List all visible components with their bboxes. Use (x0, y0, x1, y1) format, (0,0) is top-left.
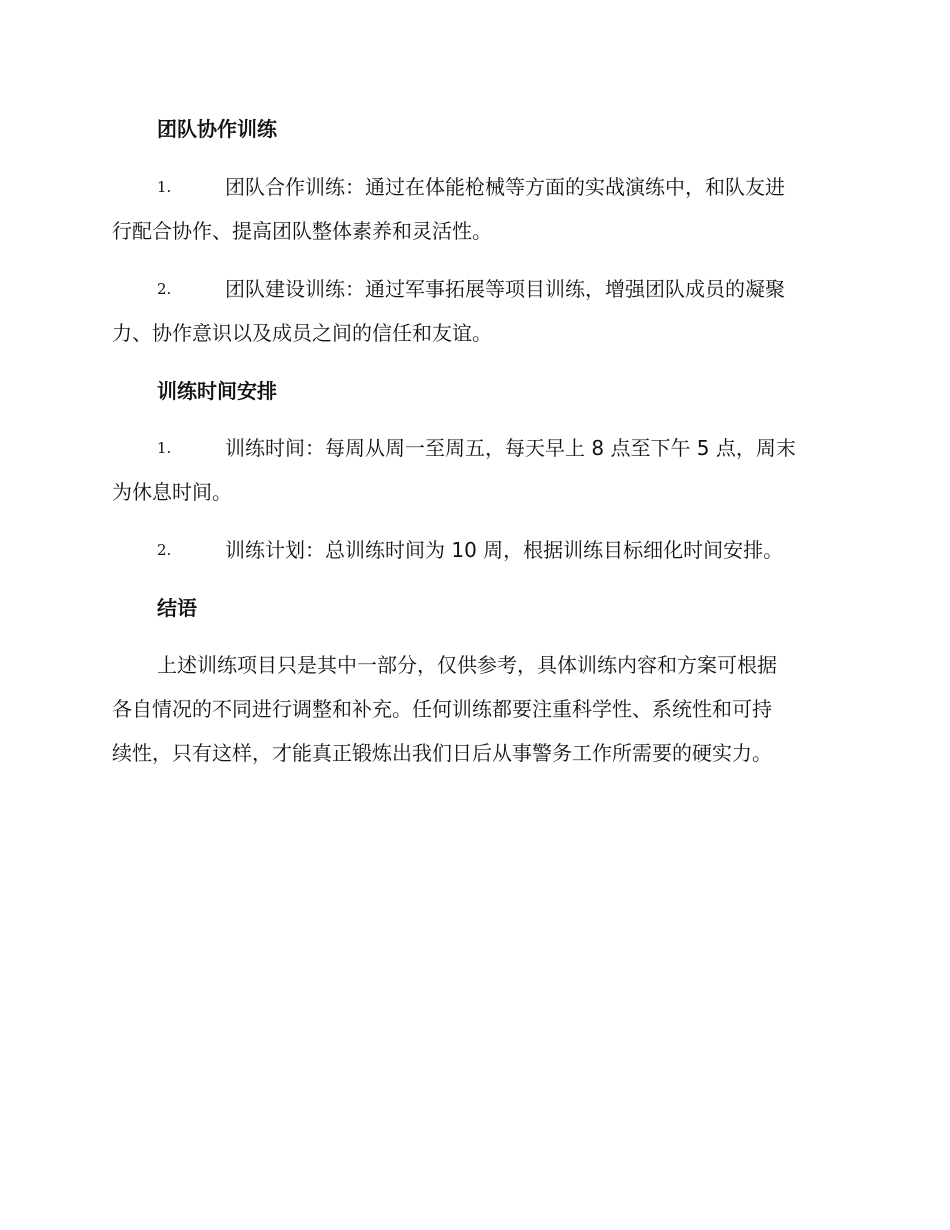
list-item-text-line: 为休息时间。 (112, 480, 232, 504)
paragraph-line: 续性，只有这样，才能真正锻炼出我们日后从事警务工作所需要的硬实力。 (112, 741, 772, 765)
paragraph-line: 各自情况的不同进行调整和补充。任何训练都要注重科学性、系统性和可持 (112, 697, 772, 721)
list-item-number: 2. (157, 541, 172, 559)
list-item (112, 267, 832, 355)
conclusion-paragraph (112, 643, 832, 775)
list-item (112, 426, 832, 514)
list-item (112, 165, 832, 253)
list-item-number: 2. (157, 280, 172, 298)
section-heading-conclusion: 结语 (157, 596, 197, 620)
list-item (112, 528, 832, 572)
section-heading-team-collaboration: 团队协作训练 (157, 117, 277, 141)
list-item-number: 1. (157, 178, 172, 196)
list-item-text-line: 团队合作训练：通过在体能枪械等方面的实战演练中，和队友进 (225, 175, 785, 199)
section-heading-schedule: 训练时间安排 (157, 379, 277, 403)
list-item-text-line: 训练时间：每周从周一至周五，每天早上 8 点至下午 5 点，周末 (225, 436, 796, 460)
list-item-text-line: 团队建设训练：通过军事拓展等项目训练，增强团队成员的凝聚 (225, 277, 785, 301)
paragraph-line: 上述训练项目只是其中一部分，仅供参考，具体训练内容和方案可根据 (157, 653, 777, 677)
list-item-text-line: 行配合协作、提高团队整体素养和灵活性。 (112, 219, 492, 243)
list-item-text-line: 训练计划：总训练时间为 10 周，根据训练目标细化时间安排。 (225, 538, 784, 562)
list-item-number: 1. (157, 439, 172, 457)
list-item-text-line: 力、协作意识以及成员之间的信任和友谊。 (112, 321, 492, 345)
